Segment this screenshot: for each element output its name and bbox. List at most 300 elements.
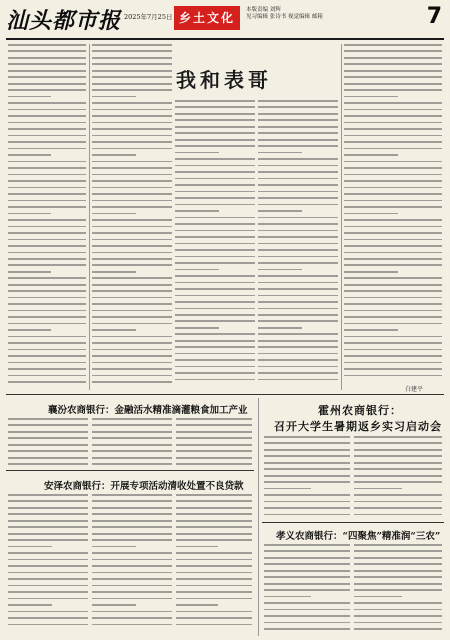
text-line — [175, 191, 255, 193]
news-title-2: 安泽农商银行：开展专项活动清收处置不良贷款 — [44, 481, 244, 492]
text-line — [264, 615, 350, 617]
text-line — [344, 102, 442, 104]
masthead — [6, 2, 444, 40]
text-line — [175, 204, 255, 206]
text-line — [344, 271, 398, 273]
text-line — [176, 585, 252, 587]
text-line — [344, 57, 442, 59]
text-line — [8, 89, 86, 91]
text-line — [344, 252, 442, 254]
text-line — [344, 115, 442, 117]
text-line — [8, 526, 88, 528]
text-line — [264, 475, 350, 477]
text-line — [8, 362, 86, 364]
text-line — [344, 290, 442, 292]
text-line — [354, 596, 402, 598]
text-line — [354, 609, 442, 611]
text-line — [264, 462, 350, 464]
text-line — [344, 323, 442, 325]
text-line — [264, 501, 350, 503]
text-line — [8, 187, 86, 189]
text-line — [344, 362, 442, 364]
text-line — [92, 539, 172, 541]
text-line — [354, 481, 442, 483]
text-line — [264, 468, 350, 470]
text-line — [175, 320, 255, 322]
feature-column-3 — [175, 100, 255, 385]
text-line — [175, 178, 255, 180]
text-line — [8, 431, 88, 433]
text-line — [8, 174, 86, 176]
text-line — [344, 277, 442, 279]
text-line — [92, 76, 172, 78]
text-line — [92, 50, 172, 52]
text-line — [92, 624, 172, 626]
text-line — [92, 63, 172, 65]
text-line — [8, 381, 86, 383]
text-line — [176, 598, 252, 600]
text-line — [175, 126, 255, 128]
text-line — [344, 232, 442, 234]
text-line — [176, 559, 252, 561]
text-line — [8, 323, 86, 325]
news-1-column-2 — [92, 418, 172, 470]
text-line — [258, 171, 338, 173]
text-line — [344, 63, 442, 65]
text-line — [258, 145, 338, 147]
text-line — [354, 514, 442, 516]
text-line — [354, 494, 442, 496]
text-line — [176, 507, 252, 509]
text-line — [176, 494, 252, 496]
text-line — [92, 219, 172, 221]
news-3-column-1 — [264, 436, 350, 520]
text-line — [175, 314, 255, 316]
text-line — [8, 444, 88, 446]
text-line — [344, 109, 442, 111]
text-line — [175, 171, 255, 173]
text-line — [175, 236, 255, 238]
text-line — [92, 578, 172, 580]
text-line — [258, 204, 338, 206]
text-line — [258, 106, 338, 108]
text-line — [354, 436, 442, 438]
news-2-column-3 — [176, 494, 252, 630]
text-line — [175, 308, 255, 310]
text-line — [344, 89, 442, 91]
text-line — [8, 552, 88, 554]
text-line — [264, 481, 350, 483]
text-line — [8, 546, 52, 548]
text-line — [175, 301, 255, 303]
text-line — [92, 206, 172, 208]
text-line — [258, 308, 338, 310]
text-line — [258, 262, 338, 264]
text-line — [175, 230, 255, 232]
text-line — [264, 455, 350, 457]
text-line — [258, 210, 302, 212]
text-line — [176, 500, 252, 502]
text-line — [92, 513, 172, 515]
text-line — [258, 197, 338, 199]
text-line — [92, 303, 172, 305]
text-line — [175, 210, 219, 212]
text-line — [92, 141, 172, 143]
text-line — [176, 431, 252, 433]
text-line — [8, 424, 88, 426]
text-line — [175, 223, 255, 225]
text-line — [8, 316, 86, 318]
text-line — [258, 366, 338, 368]
text-line — [258, 288, 338, 290]
text-line — [175, 184, 255, 186]
text-line — [264, 550, 350, 552]
text-line — [264, 589, 350, 591]
text-line — [344, 135, 442, 137]
text-line — [175, 327, 219, 329]
text-line — [8, 604, 52, 606]
text-line — [176, 437, 252, 439]
text-line — [175, 197, 255, 199]
text-line — [258, 223, 338, 225]
feature-title: 我和表哥 — [176, 68, 272, 92]
text-line — [176, 572, 252, 574]
page-number: 7 — [426, 4, 442, 29]
text-line — [8, 50, 86, 52]
text-line — [175, 353, 255, 355]
text-line — [8, 167, 86, 169]
text-line — [8, 303, 86, 305]
text-line — [92, 174, 172, 176]
text-line — [354, 583, 442, 585]
text-line — [354, 449, 442, 451]
text-line — [258, 295, 338, 297]
news-1-column-3 — [176, 418, 252, 470]
text-line — [354, 628, 442, 630]
text-line — [92, 552, 172, 554]
text-line — [92, 232, 172, 234]
text-line — [264, 576, 350, 578]
text-line — [8, 284, 86, 286]
text-line — [175, 372, 255, 374]
text-line — [92, 572, 172, 574]
text-line — [8, 141, 86, 143]
text-line — [92, 450, 172, 452]
text-line — [176, 539, 252, 541]
text-line — [264, 449, 350, 451]
text-line — [176, 591, 252, 593]
text-line — [344, 213, 398, 215]
text-line — [92, 355, 172, 357]
text-line — [8, 329, 51, 331]
text-line — [354, 507, 442, 509]
text-line — [176, 513, 252, 515]
text-line — [92, 83, 172, 85]
text-line — [175, 106, 255, 108]
text-line — [258, 152, 302, 154]
text-line — [258, 275, 338, 277]
text-line — [344, 264, 442, 266]
text-line — [92, 424, 172, 426]
feature-column-2 — [92, 44, 172, 388]
text-line — [258, 333, 338, 335]
text-line — [8, 193, 86, 195]
text-line — [92, 323, 172, 325]
text-line — [8, 572, 88, 574]
text-line — [176, 611, 252, 613]
newspaper-logo: 汕头都市报 — [6, 8, 122, 34]
text-line — [258, 165, 338, 167]
text-line — [92, 520, 172, 522]
text-line — [264, 596, 311, 598]
text-line — [8, 368, 86, 370]
text-line — [92, 362, 172, 364]
news-divider — [6, 470, 254, 471]
section-label: 乡土文化 — [174, 6, 240, 30]
text-line — [92, 617, 172, 619]
text-line — [8, 290, 86, 292]
text-line — [8, 591, 88, 593]
text-line — [175, 262, 255, 264]
text-line — [92, 329, 136, 331]
text-line — [8, 450, 88, 452]
text-line — [176, 457, 252, 459]
text-line — [92, 342, 172, 344]
text-line — [354, 544, 442, 546]
text-line — [8, 200, 86, 202]
text-line — [8, 109, 86, 111]
text-line — [344, 200, 442, 202]
text-line — [176, 617, 252, 619]
text-line — [176, 418, 252, 420]
text-line — [92, 115, 172, 117]
text-line — [175, 217, 255, 219]
feature-column-4 — [258, 100, 338, 385]
text-line — [258, 340, 338, 342]
text-line — [8, 624, 88, 626]
text-line — [92, 277, 172, 279]
text-line — [354, 615, 442, 617]
text-line — [8, 437, 88, 439]
text-line — [344, 193, 442, 195]
text-line — [176, 450, 252, 452]
text-line — [344, 187, 442, 189]
text-line — [8, 264, 86, 266]
text-line — [8, 559, 88, 561]
text-line — [354, 550, 442, 552]
text-line — [92, 57, 172, 59]
text-line — [92, 310, 172, 312]
text-line — [8, 418, 88, 420]
text-line — [175, 132, 255, 134]
text-line — [175, 346, 255, 348]
text-line — [92, 375, 172, 377]
text-line — [258, 191, 338, 193]
text-line — [176, 624, 252, 626]
section-divider — [6, 394, 444, 395]
feature-author: 白建平 — [405, 386, 424, 393]
text-line — [264, 436, 350, 438]
text-line — [344, 161, 442, 163]
text-line — [8, 500, 88, 502]
text-line — [8, 252, 86, 254]
text-line — [344, 355, 442, 357]
text-line — [344, 83, 442, 85]
text-line — [92, 507, 172, 509]
text-line — [8, 96, 51, 98]
text-line — [344, 342, 442, 344]
text-line — [344, 239, 442, 241]
text-line — [176, 463, 252, 465]
text-line — [176, 424, 252, 426]
text-line — [8, 375, 86, 377]
text-line — [8, 135, 86, 137]
text-line — [8, 83, 86, 85]
text-line — [175, 158, 255, 160]
text-line — [175, 269, 219, 271]
text-line — [92, 187, 172, 189]
text-line — [92, 559, 172, 561]
text-line — [354, 589, 442, 591]
text-line — [92, 102, 172, 104]
text-line — [354, 622, 442, 624]
text-line — [264, 442, 350, 444]
text-line — [258, 230, 338, 232]
text-line — [258, 346, 338, 348]
text-line — [354, 488, 402, 490]
text-line — [258, 126, 338, 128]
text-line — [258, 359, 338, 361]
text-line — [344, 303, 442, 305]
text-line — [258, 119, 338, 121]
text-line — [344, 76, 442, 78]
text-line — [175, 139, 255, 141]
text-line — [176, 565, 252, 567]
text-line — [176, 520, 252, 522]
text-line — [92, 463, 172, 465]
text-line — [354, 475, 442, 477]
text-line — [8, 226, 86, 228]
text-line — [175, 340, 255, 342]
text-line — [92, 161, 172, 163]
news-title-3-line-2: 召开大学生暑期返乡实习启动会 — [274, 420, 442, 433]
news-title-3-line-1: 霍州农商银行： — [318, 404, 402, 417]
text-line — [176, 552, 252, 554]
text-line — [344, 284, 442, 286]
text-line — [92, 239, 172, 241]
text-line — [92, 604, 136, 606]
text-line — [175, 145, 255, 147]
news-4-column-1 — [264, 544, 350, 635]
text-line — [8, 310, 86, 312]
text-line — [258, 301, 338, 303]
issue-date: 2025年7月25日 — [124, 13, 173, 21]
text-line — [8, 154, 51, 156]
text-line — [92, 598, 172, 600]
text-line — [344, 44, 442, 46]
text-line — [175, 243, 255, 245]
text-line — [92, 381, 172, 383]
text-line — [175, 366, 255, 368]
text-line — [354, 468, 442, 470]
text-line — [258, 132, 338, 134]
text-line — [8, 457, 88, 459]
text-line — [344, 50, 442, 52]
text-line — [175, 249, 255, 251]
text-line — [344, 329, 398, 331]
text-line — [92, 316, 172, 318]
text-line — [258, 314, 338, 316]
text-line — [264, 609, 350, 611]
text-line — [258, 236, 338, 238]
text-line — [258, 320, 338, 322]
text-line — [92, 96, 136, 98]
text-line — [8, 57, 86, 59]
text-line — [92, 431, 172, 433]
text-line — [8, 148, 86, 150]
text-line — [258, 249, 338, 251]
text-line — [92, 180, 172, 182]
text-line — [258, 372, 338, 374]
text-line — [258, 379, 338, 381]
text-line — [8, 539, 88, 541]
text-line — [92, 128, 172, 130]
text-line — [8, 180, 86, 182]
editor-credits — [246, 7, 323, 21]
text-line — [92, 258, 172, 260]
news-2-column-1 — [8, 494, 88, 630]
news-title-4: 孝义农商银行：“四聚焦”精准润“三农” — [276, 531, 441, 542]
text-line — [258, 217, 338, 219]
text-line — [92, 89, 172, 91]
text-line — [344, 258, 442, 260]
text-line — [344, 375, 442, 377]
text-line — [92, 122, 172, 124]
text-line — [264, 544, 350, 546]
text-line — [175, 359, 255, 361]
text-line — [92, 284, 172, 286]
text-line — [175, 119, 255, 121]
text-line — [8, 44, 86, 46]
text-line — [92, 565, 172, 567]
text-line — [8, 611, 88, 613]
text-line — [92, 290, 172, 292]
text-line — [92, 585, 172, 587]
text-line — [258, 178, 338, 180]
text-line — [92, 368, 172, 370]
text-line — [8, 336, 86, 338]
text-line — [258, 113, 338, 115]
text-line — [92, 611, 172, 613]
text-line — [92, 533, 172, 535]
text-line — [8, 585, 88, 587]
news-3-column-2 — [354, 436, 442, 520]
text-line — [175, 282, 255, 284]
text-line — [8, 271, 51, 273]
text-line — [354, 462, 442, 464]
column-divider — [89, 44, 90, 390]
text-line — [8, 206, 86, 208]
text-line — [264, 628, 350, 630]
text-line — [92, 494, 172, 496]
text-line — [8, 598, 88, 600]
text-line — [92, 418, 172, 420]
text-line — [8, 494, 88, 496]
text-line — [8, 578, 88, 580]
text-line — [92, 200, 172, 202]
text-line — [8, 297, 86, 299]
text-line — [354, 602, 442, 604]
